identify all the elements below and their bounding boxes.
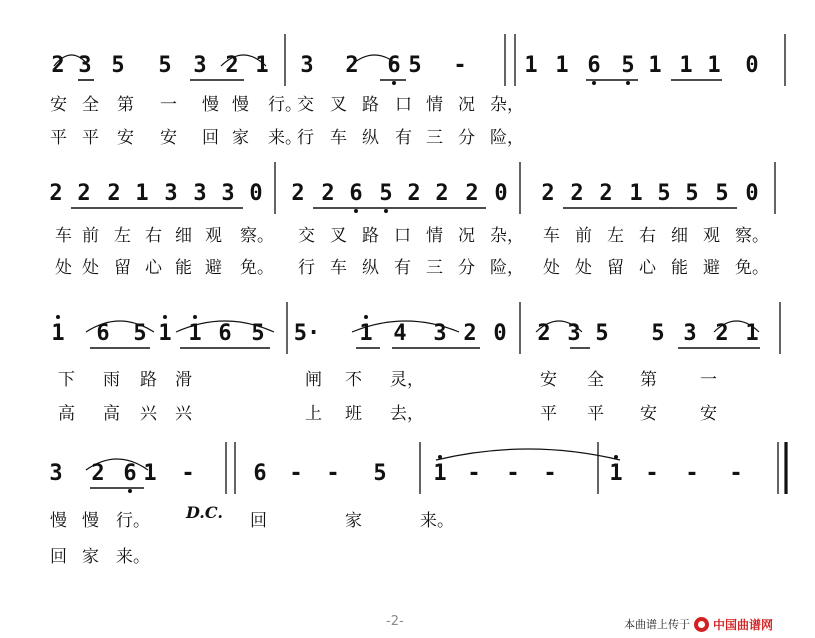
lyric-syllable: 安 [700,404,717,424]
lyric-syllable: 下 [58,370,75,390]
score-note: 2 [570,181,584,206]
score-note: 3 [567,321,581,346]
lyric-syllable: 慢 [232,95,249,115]
lyric-syllable: 班 [345,404,362,424]
lyric-syllable: 不 [345,370,362,390]
lyric-syllable: 车 [330,258,347,278]
dc-marking: D.C. [186,503,223,522]
lyric-syllable: 安 [117,128,134,148]
score-note: 1 [433,461,447,486]
lyric-syllable: 安 [640,404,657,424]
score-note: 2 [225,53,239,78]
lyric-syllable: 左 [607,226,624,246]
score-note: 2 [715,321,729,346]
octave-dot-below [128,489,132,493]
score-note: 5 [621,53,635,78]
site-name: 中国曲谱网 [713,617,774,632]
rest-note: 0 [745,181,759,206]
lyric-syllable: 慢 [82,511,99,531]
lyric-syllable: 兴 [175,404,192,424]
lyric-syllable: 滑 [175,370,192,390]
lyric-syllable: 慢 [50,511,67,531]
score-note: 1 [648,53,662,78]
lyric-syllable: 高 [103,404,120,424]
rest-note: 0 [249,181,263,206]
score-note: 2 [291,181,305,206]
lyric-syllable: 纵 [362,258,379,278]
lyric-syllable: 况 [458,95,475,115]
octave-dot-above [364,315,368,319]
score-note: 1 [524,53,538,78]
upload-note: 本曲谱上传于 [624,618,690,631]
lyric-syllable: 观 [205,226,222,246]
lyric-syllable: 安 [50,95,67,115]
duration-dash: - [467,461,481,486]
lyric-syllable: 右 [145,226,162,246]
page-number: -2- [386,614,404,629]
lyric-syllable: 情 [426,95,443,115]
duration-dash: - [181,461,195,486]
lyric-syllable: 杂， [490,226,524,246]
lyric-syllable: 口 [395,95,412,115]
lyric-syllable: 能 [175,258,192,278]
score-note: 5 [657,181,671,206]
score-note: 2 [407,181,421,206]
score-note: 1 [158,321,172,346]
score-note: 5 [373,461,387,486]
lyric-syllable: 高 [58,404,75,424]
lyric-syllable: 三 [426,258,443,278]
lyric-syllable: 险， [490,258,524,278]
lyric-syllable: 平 [82,128,99,148]
lyric-syllable: 慢 [202,95,219,115]
lyric-syllable: 分 [458,128,475,148]
octave-dot-below [592,81,596,85]
score-note: 6 [253,461,267,486]
lyric-syllable: 况 [458,226,475,246]
lyric-syllable: 行。 [268,95,302,115]
score-note: 3 [49,461,63,486]
lyric-syllable: 处 [543,258,560,278]
slur-arc [436,449,620,460]
lyric-syllable: 一 [700,370,717,390]
lyric-syllable: 来。 [420,511,454,531]
lyric-syllable: 车 [55,226,72,246]
lyric-syllable: 叉 [330,226,347,246]
score-note: 1 [255,53,269,78]
lyric-syllable: 路 [362,95,379,115]
lyric-syllable: 家 [345,511,362,531]
score-note: 3 [221,181,235,206]
lyric-syllable: 三 [426,128,443,148]
lyric-syllable: 察。 [240,226,274,246]
score-note: 2 [77,181,91,206]
lyric-syllable: 留 [607,258,624,278]
site-footer [624,614,773,634]
score-note: 3 [433,321,447,346]
score-note: 2 [465,181,479,206]
score-note: 3 [193,181,207,206]
score-note: 6 [218,321,232,346]
score-note: 5 [595,321,609,346]
duration-dash: - [326,461,340,486]
score-note: 1 [188,321,202,346]
lyric-syllable: 处 [82,258,99,278]
duration-dash: - [506,461,520,486]
rest-note: 0 [493,321,507,346]
lyric-syllable: 杂， [490,95,524,115]
score-note: 5 [685,181,699,206]
score-note: 1 [609,461,623,486]
lyric-syllable: 交 [298,226,315,246]
lyric-syllable: 留 [114,258,131,278]
lyric-syllable: 前 [575,226,592,246]
score-note: 5 [133,321,147,346]
lyric-syllable: 路 [140,370,157,390]
score-note: 1 [707,53,721,78]
lyric-syllable: 回 [50,547,67,567]
lyric-syllable: 全 [587,370,604,390]
lyric-syllable: 察。 [735,226,769,246]
score-note: 3 [193,53,207,78]
score-note: 2 [599,181,613,206]
lyric-syllable: 右 [639,226,656,246]
lyric-syllable: 情 [426,226,443,246]
score-note: 1 [135,181,149,206]
score-note: 5 [111,53,125,78]
score-note: 5 [379,181,393,206]
score-note: 5 [251,321,265,346]
score-note: 2 [463,321,477,346]
lyric-syllable: 车 [543,226,560,246]
lyric-syllable: 观 [703,226,720,246]
lyric-syllable: 来。 [116,547,150,567]
lyric-syllable: 来。 [268,128,302,148]
duration-dash: - [453,53,467,78]
lyric-syllable: 去， [390,404,424,424]
lyric-syllable: 平 [540,404,557,424]
score-note: 3 [683,321,697,346]
score-note: 1 [359,321,373,346]
lyric-syllable: 心 [145,258,162,278]
score-note: 2 [91,461,105,486]
score-note: 2 [345,53,359,78]
lyric-syllable: 前 [82,226,99,246]
lyric-syllable: 叉 [330,95,347,115]
lyric-syllable: 免。 [735,258,769,278]
score-note: 1 [679,53,693,78]
lyric-syllable: 雨 [103,370,120,390]
score-note: 2 [537,321,551,346]
lyric-syllable: 口 [394,226,411,246]
lyric-syllable: 路 [362,226,379,246]
lyric-syllable: 避 [205,258,222,278]
lyric-syllable: 第 [640,370,657,390]
score-note: 6 [96,321,110,346]
score-note: 1 [629,181,643,206]
score-note: 6 [349,181,363,206]
lyric-syllable: 纵 [362,128,379,148]
score-note: 2 [51,53,65,78]
lyric-syllable: 左 [114,226,131,246]
lyric-syllable: 能 [671,258,688,278]
score-note: 6 [587,53,601,78]
lyric-syllable: 行 [297,128,314,148]
octave-dot-below [626,81,630,85]
lyric-syllable: 家 [82,547,99,567]
lyric-syllable: 闸 [305,370,322,390]
score-note: 1 [51,321,65,346]
lyric-syllable: 免。 [240,258,274,278]
lyric-syllable: 车 [330,128,347,148]
score-note: 1 [555,53,569,78]
lyric-syllable: 行。 [116,511,150,531]
lyric-syllable: 避 [703,258,720,278]
score-note: 2 [107,181,121,206]
octave-dot-above [163,315,167,319]
lyric-syllable: 行 [298,258,315,278]
lyric-syllable: 分 [458,258,475,278]
duration-dash: - [645,461,659,486]
lyric-syllable: 处 [55,258,72,278]
lyric-syllable: 上 [305,404,322,424]
score-note: 5 [408,53,422,78]
duration-dash: - [543,461,557,486]
rest-note: 0 [745,53,759,78]
octave-dot-below [392,81,396,85]
lyric-syllable: 安 [540,370,557,390]
score-note: 5 [715,181,729,206]
octave-dot-above [56,315,60,319]
score-note: 5 [158,53,172,78]
lyric-syllable: 兴 [140,404,157,424]
lyric-syllable: 第 [117,95,134,115]
score-note: 3 [78,53,92,78]
lyric-syllable: 全 [82,95,99,115]
lyric-syllable: 处 [575,258,592,278]
lyric-syllable: 一 [160,95,177,115]
lyric-syllable: 灵， [390,370,424,390]
lyric-syllable: 细 [175,226,192,246]
lyric-syllable: 安 [160,128,177,148]
lyric-syllable: 回 [250,511,267,531]
octave-dot-below [384,209,388,213]
lyric-syllable: 细 [671,226,688,246]
score-note: 4 [393,321,407,346]
site-logo-icon [694,617,709,632]
lyric-syllable: 家 [232,128,249,148]
lyric-syllable: 平 [50,128,67,148]
score-note: 5· [293,321,321,346]
lyric-syllable: 交 [297,95,314,115]
octave-dot-above [193,315,197,319]
duration-dash: - [729,461,743,486]
octave-dot-below [354,209,358,213]
score-note: 3 [300,53,314,78]
duration-dash: - [685,461,699,486]
score-note: 3 [164,181,178,206]
lyric-syllable: 险， [490,128,524,148]
score-note: 5 [651,321,665,346]
score-note: 1 [745,321,759,346]
rest-note: 0 [494,181,508,206]
duration-dash: - [289,461,303,486]
score-note: 2 [435,181,449,206]
score-note: 2 [49,181,63,206]
lyric-syllable: 有 [394,258,411,278]
score-note: 1 [143,461,157,486]
lyric-syllable: 心 [639,258,656,278]
score-note: 2 [541,181,555,206]
lyric-syllable: 有 [395,128,412,148]
lyric-syllable: 回 [202,128,219,148]
score-note: 6 [387,53,401,78]
lyric-syllable: 平 [587,404,604,424]
score-note: 6 [123,461,137,486]
score-note: 2 [321,181,335,206]
